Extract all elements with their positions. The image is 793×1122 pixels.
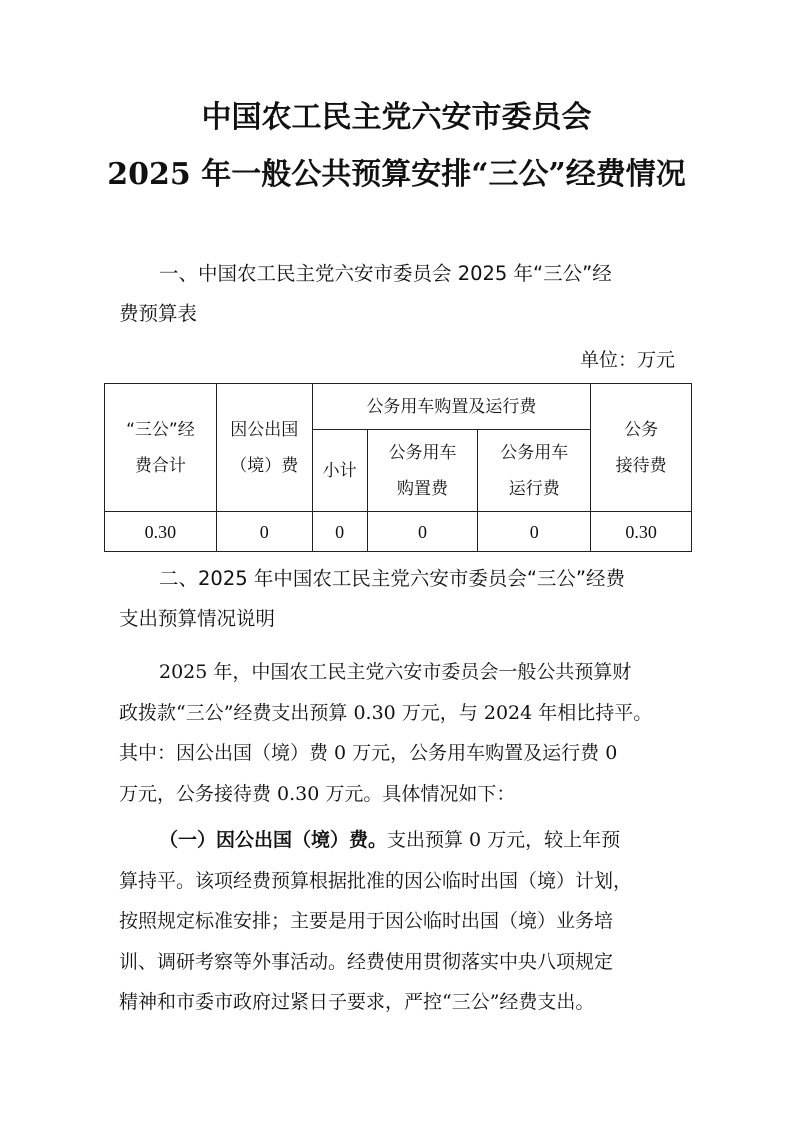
paragraph-overview <box>119 652 675 814</box>
header-vehicle-operation-line-2: 运行费 <box>508 478 560 499</box>
header-vehicle-purchase-line-1: 公务用车 <box>388 442 457 463</box>
value-reception: 0.30 <box>591 512 692 552</box>
paragraph-line: 精神和市委市政府过紧日子要求，严控“三公”经费支出。 <box>119 991 595 1013</box>
header-abroad-line-1: 因公出国 <box>230 419 299 440</box>
header-reception <box>591 384 692 512</box>
table-header-row-1 <box>105 384 692 430</box>
header-vehicle-operation <box>478 430 591 512</box>
section-1-heading <box>119 254 679 334</box>
value-subtotal: 0 <box>312 512 367 552</box>
value-vehicle-operation: 0 <box>478 512 591 552</box>
section-2-heading-line-1: 二、2025 年中国农工民主党六安市委员会“三公”经费 <box>159 567 626 590</box>
header-vehicle-operation-line-1: 公务用车 <box>500 442 569 463</box>
header-subtotal: 小计 <box>312 430 367 512</box>
paragraph-line: 其中：因公出国（境）费 0 万元，公务用车购置及运行费 0 <box>119 742 618 764</box>
paragraph-abroad-expense <box>119 820 675 1023</box>
paragraph-line-text: 支出预算 0 万元，较上年预 <box>387 829 621 851</box>
paragraph-line: 万元，公务接待费 0.30 万元。具体情况如下： <box>119 782 516 805</box>
paragraph-line: 算持平。该项经费预算根据批准的因公临时出国（境）计划， <box>119 869 633 892</box>
value-vehicle-purchase: 0 <box>367 512 478 552</box>
document-title-line-2: 2025 年一般公共预算安排“三公”经费情况 <box>107 157 686 192</box>
section-1-heading-line-1: 一、中国农工民主党六安市委员会 2025 年“三公”经 <box>159 262 612 285</box>
paragraph-line: 政拨款“三公”经费支出预算 0.30 万元，与 2024 年相比持平。 <box>119 701 653 724</box>
paragraph-line: 按照规定标准安排；主要是用于因公临时出国（境）业务培 <box>119 910 614 932</box>
header-vehicle-group: 公务用车购置及运行费 <box>312 384 590 430</box>
section-1-heading-line-2: 费预算表 <box>119 302 198 325</box>
document-title-line-1: 中国农工民主党六安市委员会 <box>201 100 592 135</box>
value-total: 0.30 <box>105 512 217 552</box>
header-vehicle-purchase <box>367 430 478 512</box>
value-abroad: 0 <box>216 512 312 552</box>
paragraph-line <box>119 820 675 861</box>
section-2-heading-line-2: 支出预算情况说明 <box>119 607 276 630</box>
header-reception-line-2: 接待费 <box>615 455 667 476</box>
header-reception-line-1: 公务 <box>624 419 659 440</box>
section-2-heading <box>119 559 679 639</box>
header-abroad-line-2: （境）费 <box>230 455 299 476</box>
paragraph-lead-heading: （一）因公出国（境）费。 <box>159 829 388 851</box>
header-vehicle-purchase-line-2: 购置费 <box>397 478 448 499</box>
header-abroad <box>216 384 312 512</box>
header-total <box>105 384 217 512</box>
three-public-budget-table <box>104 383 692 552</box>
unit-label: 单位：万元 <box>579 349 675 371</box>
table-row <box>105 512 692 552</box>
header-total-line-1: “三公”经 <box>126 419 195 440</box>
header-total-line-2: 费合计 <box>134 455 186 476</box>
paragraph-line: 训、调研考察等外事活动。经费使用贯彻落实中央八项规定 <box>119 950 614 973</box>
paragraph-line: 2025 年，中国农工民主党六安市委员会一般公共预算财 <box>159 661 632 683</box>
